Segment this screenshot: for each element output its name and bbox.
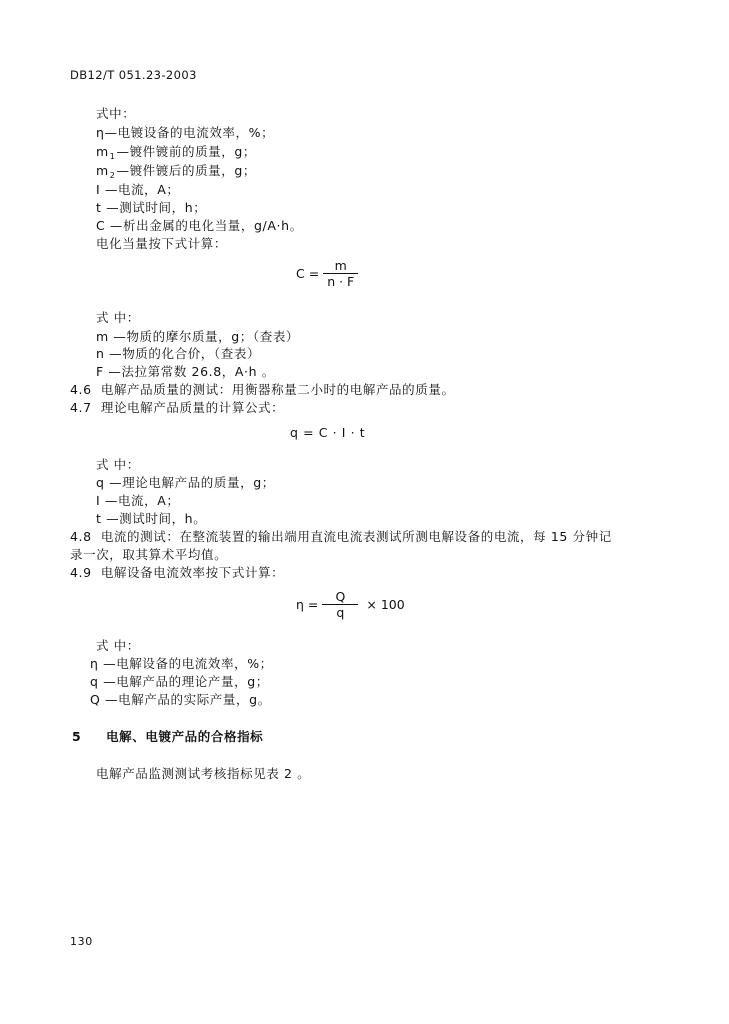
definition-line: q —理论电解产品的质量，g； [96,475,275,490]
definition-line: n —物质的化合价，（查表） [96,346,261,361]
section-text: 电解产品质量的测试：用衡器称量二小时的电解产品的质量。 [100,382,455,397]
section-5-body: 电解产品监测测试考核指标见表 2 。 [96,766,311,781]
definition-text: —镀件镀后的质量，g； [116,163,257,178]
definition-line: m —物质的摩尔质量，g；（查表） [96,329,300,344]
where-label: 式中： [96,106,136,121]
where-label: 式 中： [96,457,140,472]
symbol: I [96,182,101,197]
formula-lead-text: 电化当量按下式计算： [96,236,228,251]
section-text: 电解设备电流效率按下式计算： [100,565,285,580]
definition-line [96,163,256,181]
section-4-7 [70,400,284,416]
fraction [322,589,358,620]
document-id: DB12/T 051.23-2003 [70,68,197,82]
symbol: t [96,200,102,215]
symbol: m [96,163,109,178]
fraction-denominator: q [336,605,345,620]
section-number: 4.9 [70,565,92,580]
definition-line [96,144,256,162]
section-number: 4.8 [70,529,92,544]
definition-line [96,200,206,216]
symbol: m [96,144,109,159]
section-5-heading [72,729,263,745]
page-number: 130 [70,935,93,948]
section-4-8-continuation: 录一次，取其算术平均值。 [70,547,228,562]
formula-theoretical-mass: q = C · I · t [290,425,366,440]
formula-rhs: × 100 [366,597,405,612]
definition-line: η —电解设备的电流效率，%； [90,656,273,671]
section-4-9 [70,565,284,581]
definition-line [96,125,274,141]
definition-line: q —电解产品的理论产量，g； [90,674,269,689]
where-label: 式 中： [96,310,140,325]
symbol: η [96,125,105,140]
fraction-numerator: m [334,258,347,273]
fraction [323,258,358,289]
formula-lhs: C = [296,266,320,281]
formula-current-efficiency [296,589,405,620]
definition-line [96,182,180,198]
formula-electrochemical-equivalent [296,258,358,289]
fraction-denominator: n · F [327,274,355,289]
subscript: 2 [109,171,116,180]
where-label: 式 中： [96,638,140,653]
section-title: 电解、电镀产品的合格指标 [106,729,264,744]
definition-line: F —法拉第常数 26.8，A·h 。 [96,364,275,379]
definition-line: Q —电解产品的实际产量，g。 [90,692,271,707]
section-text: 电流的测试：在整流装置的输出端用直流电流表测试所测电解设备的电流，每 15 分钟记 [100,529,612,544]
subscript: 1 [109,152,116,161]
section-number: 4.6 [70,382,92,397]
section-4-6 [70,382,455,398]
definition-line: I —电流，A； [96,493,180,508]
formula-lhs: η = [296,597,319,612]
section-4-8 [70,529,612,545]
definition-line: t —测试时间，h。 [96,511,207,526]
section-number: 5 [72,729,82,744]
definition-text: —析出金属的电化当量，g/A·h。 [105,218,303,233]
definition-text: —测试时间，h； [101,200,207,215]
fraction-numerator: Q [335,589,346,604]
definition-text: —镀件镀前的质量，g； [116,144,257,159]
definition-line [96,218,303,234]
symbol: C [96,218,106,233]
section-number: 4.7 [70,400,92,415]
section-text: 理论电解产品质量的计算公式： [100,400,285,415]
definition-text: —电镀设备的电流效率，%； [104,125,275,140]
definition-text: —电流，A； [100,182,180,197]
